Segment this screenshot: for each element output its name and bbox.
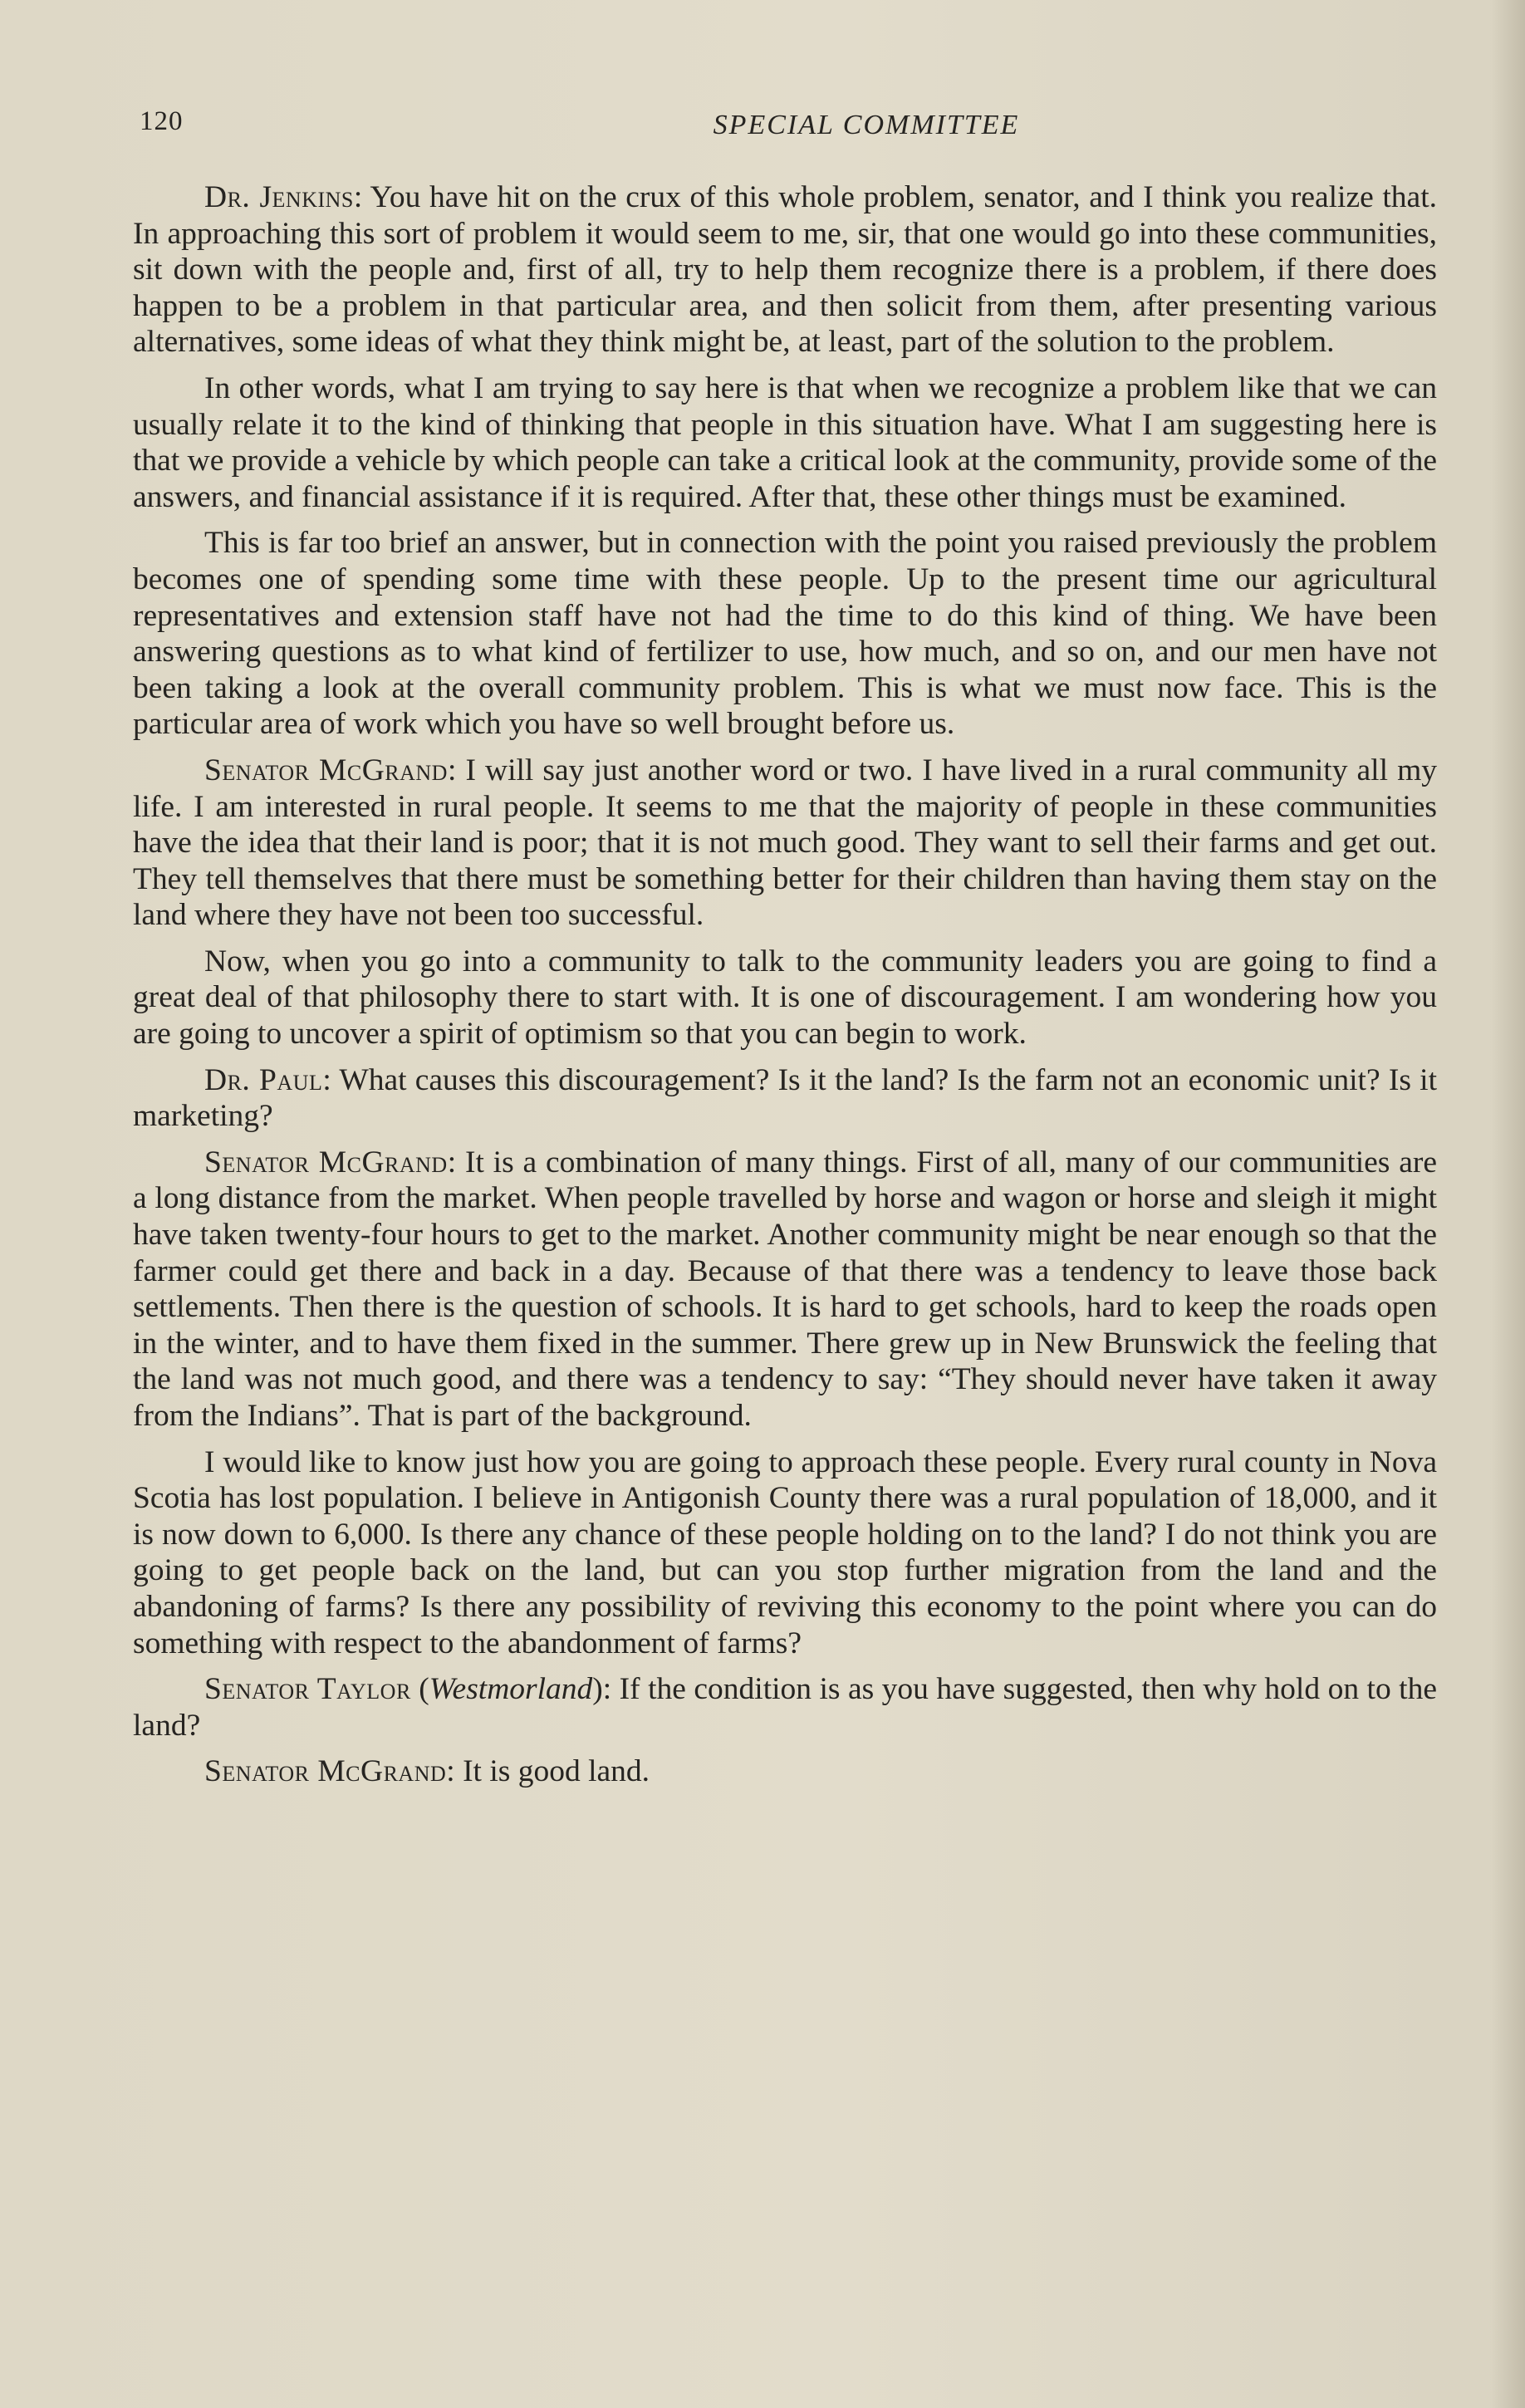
speaker-name: Senator McGrand: [204, 753, 448, 787]
page-number: 120: [140, 106, 184, 136]
paragraph-text: I will say just another word or two. I have lived in a rural community all my life. I am interested in rural people. It seems to me that the majority of people in these communities have the idea that their land is poor; that it is not much good. They want to sell their farms and get out. They tell themselves that there must be something better for their children than having them stay on the land where they have not been too successful.: [133, 753, 1438, 933]
paragraph-4: Senator McGrand: I will say just another word or two. I have lived in a rural community all my life. I am interested in rural people. It seems to me that the majority of people in these communities have the idea that their land is poor; that it is not much good. They want to sell their farms and get out. They tell themselves that there must be something better for their children than having them stay on the land where they have not been too successful.: [133, 753, 1438, 933]
paragraph-text: In other words, what I am trying to say here is that when we recognize a problem like that we can usually relate it to the kind of thinking that people in this situation have. What I am suggesting here is that we provide a vehicle by which people can take a critical look at the community, provide some of the answers, and financial assistance if it is required. After that, these other things must be examined.: [133, 370, 1437, 514]
speaker-name: Senator McGrand: [204, 1145, 448, 1179]
running-head: SPECIAL COMMITTEE: [713, 110, 1020, 140]
speaker-name: Dr. Jenkins: [204, 180, 354, 214]
paragraph-1: Dr. Jenkins: You have hit on the crux of this whole problem, senator, and I think you realize that. In approaching this sort of problem it would seem to me, sir, that one would go into these communities, sit down with the people and, first of all, try to help them recognize there is a problem, if there does happen to be a problem in that particular area, and then solicit from them, after presenting various alternatives, some ideas of what they think might be, at least, part of the solution to the problem.: [133, 180, 1437, 360]
paragraph-text: It is good land.: [463, 1754, 650, 1789]
paragraph-7: Senator McGrand: It is a combination of many things. First of all, many of our communities are a long distance from the market. When people travelled by horse and wagon or horse and sleigh it might have taken twenty-four hours to get to the market. Another community might be near enough so that the farmer could get there and back in a day. Because of that there was a tendency to leave those back settlements. Then there is the question of schools. It is hard to get schools, hard to keep the roads open in the winter, and to have them fixed in the summer. There grew up in New Brunswick the feeling that the land was not much good, and there was a tendency to say: “They should never have taken it away from the Indians”. That is part of the background.: [133, 1145, 1437, 1433]
paragraph-8: [133, 1444, 1437, 1662]
speaker-riding: Westmorland: [429, 1672, 593, 1707]
paragraph-9: Senator Taylor (Westmorland): If the condition is as you have suggested, then why hold on to the land?: [133, 1672, 1437, 1743]
speaker-name: Dr. Paul: [204, 1062, 323, 1097]
paragraph-text: You have hit on the crux of this whole problem, senator, and I think you realize that. In approaching this sort of problem it would seem to me, sir, that one would go into these communities, sit down with the people and, first of all, try to help them recognize there is a problem, if there does happen to be a problem in that particular area, and then solicit from them, after presenting various alternatives, some ideas of what they think might be, at least, part of the solution to the problem.: [133, 180, 1437, 360]
paragraph-6: Dr. Paul: What causes this discouragement? Is it the land? Is the farm not an economic unit? Is it marketing?: [133, 1062, 1437, 1134]
speaker-name: Senator Taylor: [204, 1672, 411, 1707]
paragraph-text: It is a combination of many things. First of all, many of our communities are a long distance from the market. When people travelled by horse and wagon or horse and sleigh it might have taken twenty-four hours to get to the market. Another community might be near enough so that the farmer could get there and back in a day. Because of that there was a tendency to leave those back settlements. Then there is the question of schools. It is hard to get schools, hard to keep the roads open in the winter, and to have them fixed in the summer. There grew up in New Brunswick the feeling that the land was not much good, and there was a tendency to say: “They should never have taken it away from the Indians”. That is part of the background.: [133, 1145, 1437, 1433]
transcript-body: [133, 179, 1437, 1800]
paragraph-text: This is far too brief an answer, but in connection with the point you raised previously the problem becomes one of spending some time with these people. Up to the present time our agricultural representatives and extension staff have not had the time to do this kind of thing. We have been answering questions as to what kind of fertilizer to use, how much, and so on, and our men have not been taking a look at the overall community problem. This is what we must now face. This is the particular area of work which you have so well brought before us.: [133, 526, 1437, 742]
paragraph-text: If the condition is as you have suggested, then why hold on to the land?: [133, 1672, 1437, 1743]
paragraph-5: [133, 944, 1437, 1052]
page-header: [140, 106, 1444, 148]
paragraph-3: [133, 525, 1437, 743]
paragraph-2: [133, 370, 1437, 515]
paragraph-10: Senator McGrand: It is good land.: [204, 1754, 650, 1789]
speaker-name: Senator McGrand: [204, 1754, 447, 1789]
paragraph-text: What causes this discouragement? Is it the land? Is the farm not an economic unit? Is it marketing?: [133, 1062, 1437, 1134]
paragraph-text: Now, when you go into a community to talk to the community leaders you are going to find a great deal of that philosophy there to start with. It is one of discouragement. I am wondering how you are going to uncover a spirit of optimism so that you can begin to work.: [133, 944, 1437, 1052]
paragraph-text: I would like to know just how you are going to approach these people. Every rural county in Nova Scotia has lost population. I believe in Antigonish County there was a rural population of 18,000, and it is now down to 6,000. Is there any chance of these people holding on to the land? I do not think you are going to get people back on the land, but can you stop further migration from the land and the abandoning of farms? Is there any possibility of reviving this economy to the point where you can do something with respect to the abandonment of farms?: [133, 1444, 1437, 1660]
